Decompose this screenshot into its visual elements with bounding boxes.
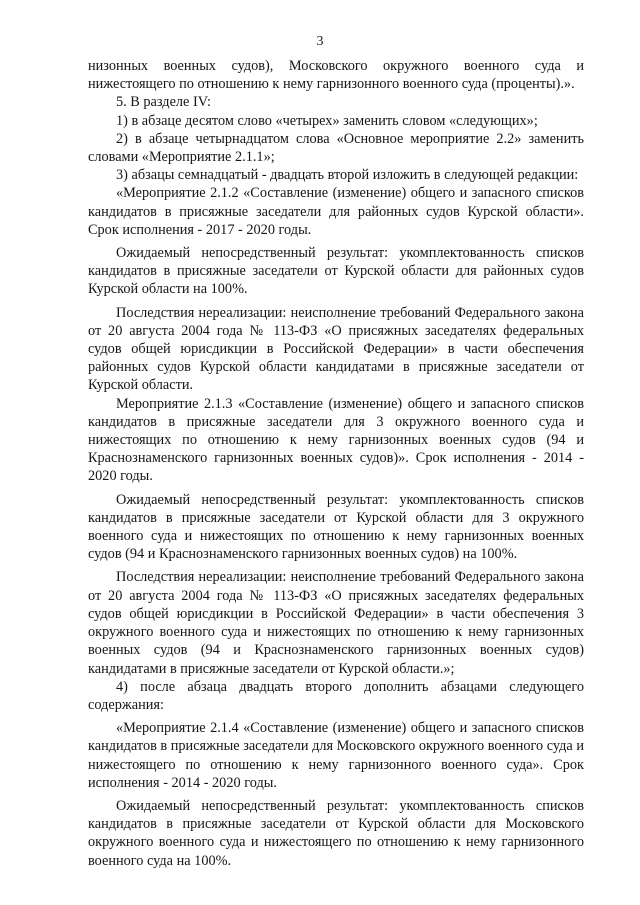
paragraph-expected-result-2: Ожидаемый непосредственный результат: укомплектованность списков кандидатов в присяжные заседатели от Курской области для 3 окружного военного суда и нижестоящих по отношению к нему гарнизонных военных судов (94 и Краснознаменского гарнизонных военных судов) на 100%. xyxy=(88,491,584,563)
page-number: 3 xyxy=(316,34,324,49)
paragraph-expected-result-1: Ожидаемый непосредственный результат: укомплектованность списков кандидатов в присяжные заседатели от Курской области для районных судов Курской области на 100%. xyxy=(88,245,584,298)
paragraph-continuation: низонных военных судов), Московского окружного военного суда и нижестоящего по отношению к нему гарнизонного военного суда (проценты).». xyxy=(88,58,584,93)
paragraph-measure-2-1-4: «Мероприятие 2.1.4 «Составление (изменение) общего и запасного списков кандидатов в присяжные заседатели для Московского окружного военного суда и нижестоящего по отношению к нему гарнизонного военного суда». Срок исполнения - 2014 - 2020 годы. xyxy=(88,720,584,791)
paragraph-item-4: 4) после абзаца двадцать второго дополнить абзацами следующего содержания: xyxy=(88,678,584,713)
document-body xyxy=(88,57,584,870)
paragraph-item-1: 1) в абзаце десятом слово «четырех» заменить словом «следующих»; xyxy=(116,112,538,129)
paragraph-item-3: 3) абзацы семнадцатый - двадцать второй изложить в следующей редакции: xyxy=(116,167,579,184)
paragraph-measure-2-1-2: «Мероприятие 2.1.2 «Составление (изменение) общего и запасного списков кандидатов в присяжные заседатели для районных судов Курской области». Срок исполнения - 2017 - 2020 годы. xyxy=(88,185,584,238)
paragraph-consequences-2: Последствия нереализации: неисполнение требований Федерального закона от 20 августа 2004 года № 113-ФЗ «О присяжных заседателях федеральных судов общей юрисдикции в Российской Федерации» в части обеспечения 3 окружного военного суда и нижестоящих по отношению к нему гарнизонных военных судов (94 и Краснознаменского гарнизонных военных судов) кандидатами в присяжные заседатели от Курской области.»; xyxy=(88,569,584,677)
paragraph-item-2: 2) в абзаце четырнадцатом слова «Основное мероприятие 2.2» заменить словами «Мероприятие 2.1.1»; xyxy=(88,130,584,166)
paragraph-section-heading: 5. В разделе IV: xyxy=(116,94,211,111)
paragraph-measure-2-1-3: Мероприятие 2.1.3 «Составление (изменение) общего и запасного списков кандидатов в присяжные заседатели для 3 окружного военного суда и нижестоящих по отношению к нему гарнизонных военных судов (94 и Краснознаменского гарнизонных военных судов)». Срок исполнения - 2014 - 2020 годы. xyxy=(88,395,584,485)
paragraph-expected-result-3: Ожидаемый непосредственный результат: укомплектованность списков кандидатов в присяжные заседатели от Курской области для Московского окружного военного суда и нижестоящего по отношению к нему гарнизонного военного суда на 100%. xyxy=(88,797,584,869)
paragraph-consequences-1: Последствия нереализации: неисполнение требований Федерального закона от 20 августа 2004 года № 113-ФЗ «О присяжных заседателях федеральных судов общей юрисдикции в Российской Федерации» в части обеспечения районных судов Курской области кандидатами в присяжные заседатели от Курской области. xyxy=(88,304,584,394)
